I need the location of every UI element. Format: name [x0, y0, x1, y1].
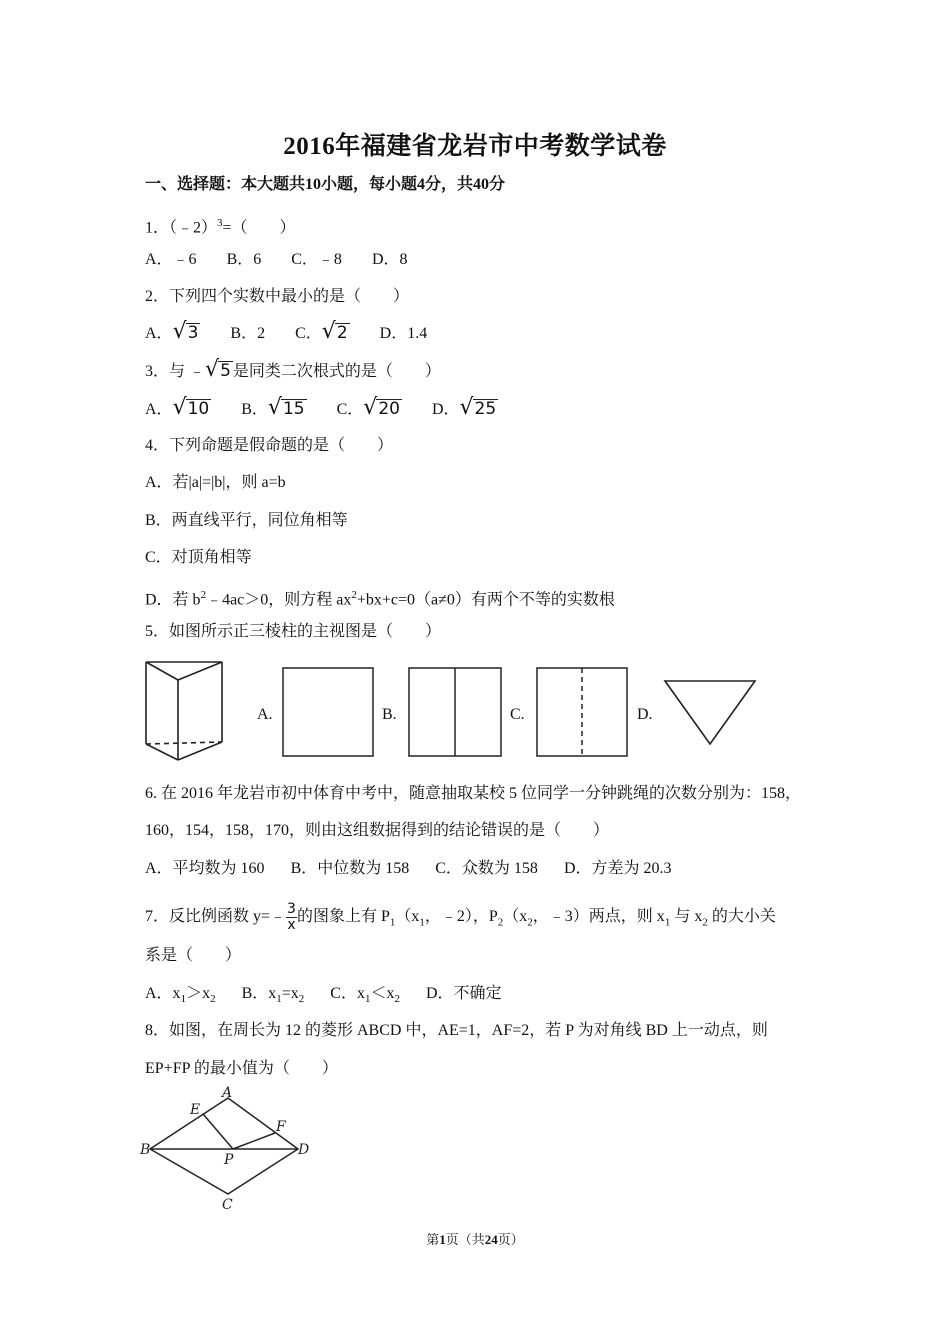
q2-options [145, 319, 428, 345]
sqrt-5: √ 5 [205, 357, 231, 382]
sqrt-25: √ 25 [459, 395, 497, 420]
q5-label-d: D. [637, 706, 653, 723]
q4-d-post: +bx+c=0（a≠0）有两个不等的实数根 [356, 591, 615, 609]
q7-option-c: C．$x_1<x_2$ [330, 985, 400, 1006]
question-6-line-2: 160，154，158，170，则由这组数据得到的结论错误的是（ ） [145, 822, 610, 839]
point-label-d: D [298, 1142, 310, 1158]
q6-option-d: D．方差为 20.3 [563, 860, 672, 877]
q7-frac-den: x [287, 917, 296, 933]
footer-total-pages: 24 [484, 1232, 498, 1247]
q4-d-sup2: 2 [351, 589, 357, 601]
q4-option-d [145, 584, 615, 611]
sqrt-2: √ 2 [321, 319, 348, 344]
question-2: 2．下列四个实数中最小的是（ ） [145, 288, 410, 305]
point-label-f: F [276, 1119, 286, 1135]
q5-option-c-figure [536, 667, 630, 759]
q7-options [145, 983, 502, 1010]
q1-option-c: C．﹣8 [291, 251, 342, 268]
q3-option-a: A． [145, 401, 173, 418]
point-label-e: E [190, 1102, 201, 1118]
q2-option-b: B．2 [230, 325, 266, 342]
q6-option-c: C．众数为 158 [435, 860, 538, 877]
footer-page-number: 1 [439, 1232, 446, 1247]
footer-mid: 页（共 [445, 1232, 485, 1247]
question-8-line-1: 8．如图，在周长为 12 的菱形 ABCD 中，AE=1，AF=2，若 P 为对角线 BD 上一动点，则 [145, 1022, 768, 1039]
question-6-line-1: 6. 在 2016 年龙岩市初中体育中考中，随意抽取某校 5 位同学一分钟跳绳的次数分别为：158， [145, 785, 802, 802]
page-title: 2016年福建省龙岩市中考数学试卷 [283, 133, 667, 160]
question-3 [145, 357, 441, 383]
footer-pre: 第 [426, 1232, 440, 1247]
q1-option-b: B．6 [226, 251, 262, 268]
question-7-line-1: 7．反比例函数 y=﹣ $\frac{3}{x}$ 的图象上有 $P_1(x_1$，﹣2），$P_2(x_2$，﹣3）两点，则 $x_1$ 与 $x_2$ 的大小关 [145, 901, 776, 933]
rhombus-figure [138, 1082, 318, 1214]
q3-pre: 3．与 [145, 363, 186, 380]
sqrt-10: √ 10 [172, 395, 210, 420]
q4-option-a: A．若|a|=|b|，则 a=b [145, 474, 286, 491]
question-7-line-2: 系是（ ） [145, 947, 242, 964]
footer-post: 页） [497, 1232, 524, 1247]
sqrt-15: √ 15 [267, 395, 305, 420]
q2-option-a: A． [145, 325, 173, 342]
point-label-c: C [222, 1197, 233, 1213]
q5-option-d-figure [662, 678, 760, 750]
q3-option-b: B． [241, 401, 268, 418]
q5-option-a-figure [282, 667, 376, 759]
q1-exponent: 3 [217, 217, 223, 229]
q4-d-pre: D．若 b [145, 591, 201, 609]
q3-option-d: D． [431, 401, 460, 418]
question-4: 4．下列命题是假命题的是（ ） [145, 437, 394, 454]
q7-frac-num: 3 [287, 901, 296, 917]
question-1 [145, 212, 296, 239]
q5-label-c: C. [510, 706, 525, 723]
q6-options [145, 858, 672, 880]
question-5: 5．如图所示正三棱柱的主视图是（ ） [145, 623, 442, 640]
point-label-b: B [140, 1142, 151, 1158]
q7-pre: 7．反比例函数 y=﹣ [145, 908, 287, 926]
q1-options [145, 249, 408, 271]
q3-post: 是同类二次根式的是（ ） [232, 363, 441, 380]
q3-options [145, 395, 498, 421]
q4-d-sup1: 2 [200, 589, 207, 601]
q5-option-b-figure [408, 667, 504, 759]
q4-option-c: C．对顶角相等 [145, 549, 252, 566]
section-heading: 一、选择题：本大题共10小题，每小题4分，共40分 [145, 176, 506, 193]
q3-option-c: C． [336, 401, 364, 418]
question-8-line-2: EP+FP 的最小值为（ ） [145, 1060, 338, 1077]
q1-stem: 1．（﹣2） [145, 219, 218, 237]
q1-option-d: D．8 [371, 251, 408, 268]
triangular-prism-figure [140, 656, 230, 766]
sqrt-3: √ 3 [172, 319, 199, 344]
q7-fraction [286, 902, 297, 933]
sqrt-20: √ 20 [363, 395, 400, 420]
q4-option-b: B．两直线平行，同位角相等 [145, 512, 348, 529]
q1-option-a: A．﹣6 [145, 251, 197, 268]
q4-d-mid: ﹣4ac＞0，则方程 ax [206, 591, 352, 609]
q7-option-d: D．不确定 [426, 985, 502, 1002]
q2-option-c: C． [295, 325, 322, 342]
q6-option-a: A．平均数为 160 [145, 860, 265, 877]
q3-minus: ﹣ [189, 363, 206, 380]
q5-label-b: B. [382, 706, 397, 723]
q5-label-a: A. [257, 706, 273, 723]
point-label-p: P [224, 1152, 234, 1168]
page-footer [0, 1229, 950, 1248]
q6-option-b: B．中位数为 158 [290, 860, 410, 877]
q1-tail: =（ ） [222, 219, 296, 237]
q7-option-b: B．$x_1=x_2$ [241, 985, 305, 1006]
point-label-a: A [222, 1085, 233, 1101]
q7-option-a: A．$x_1>x_2$ [145, 985, 216, 1006]
q2-option-d: D．1.4 [379, 325, 428, 342]
